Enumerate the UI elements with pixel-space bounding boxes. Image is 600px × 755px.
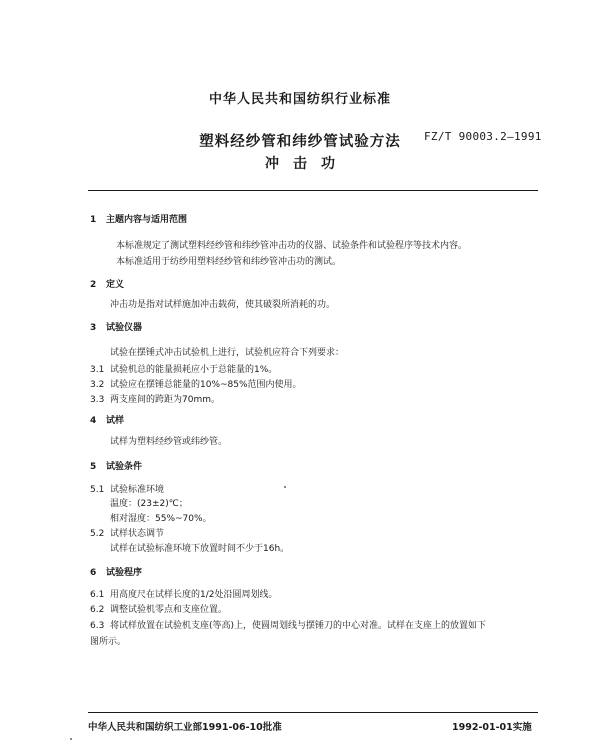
item-number: 5.1	[90, 485, 105, 495]
paragraph: 试样在试验标准环境下放置时间不少于16h。	[110, 544, 290, 554]
item-text: 试样状态调节	[110, 529, 165, 539]
section-number: 3	[90, 323, 97, 333]
list-item	[90, 602, 227, 615]
item-number: 3.2	[90, 380, 105, 390]
footer-rule	[88, 712, 538, 713]
scan-speck	[284, 486, 286, 488]
list-item	[90, 362, 277, 375]
approval-date: 中华人民共和国纺织工业部1991-06-10批准	[88, 722, 282, 733]
section-number: 5	[90, 462, 97, 472]
section-title: 试验条件	[106, 462, 143, 472]
paragraph: 本标准适用于纺纱用塑料经纱管和纬纱管冲击功的测试。	[116, 257, 342, 267]
section-1-heading	[90, 212, 187, 225]
item-text: 用高度尺在试样长度的1/2处沿圆周划线。	[110, 590, 278, 600]
item-text: 试验机总的能量损耗应小于总能量的1%。	[110, 365, 278, 375]
item-text: 调整试验机零点和支座位置。	[110, 605, 228, 615]
item-number: 5.2	[90, 529, 105, 539]
section-title: 定义	[106, 280, 125, 290]
list-item	[90, 482, 164, 495]
section-number: 2	[90, 280, 97, 290]
document-subtitle: 冲击功	[265, 156, 349, 172]
section-number: 1	[90, 215, 97, 225]
item-text: 两支座间的跨距为70mm。	[110, 395, 220, 405]
item-number: 3.3	[90, 395, 105, 405]
paragraph: 本标准规定了测试塑料经纱管和纬纱管冲击功的仪器、试验条件和试验程序等技术内容。	[116, 241, 468, 251]
section-title: 试验仪器	[106, 323, 143, 333]
standard-code: FZ/T 90003.2—1991	[424, 130, 542, 143]
list-item	[90, 392, 220, 405]
paragraph: 试样为塑料经纱管或纬纱管。	[110, 437, 228, 447]
item-text: 试验标准环境	[110, 485, 165, 495]
item-number: 3.1	[90, 365, 105, 375]
section-number: 4	[90, 416, 97, 426]
item-text: 将试样放置在试验机支座(等高)上，使圆周划线与摆锤刀的中心对准。试样在支座上的放置如下	[110, 621, 487, 631]
paragraph: 试验在摆锤式冲击试验机上进行，试验机应符合下列要求：	[110, 348, 345, 358]
item-text: 试验应在摆锤总能量的10%~85%范围内使用。	[110, 380, 302, 390]
header-rule	[88, 190, 538, 191]
paragraph: 图所示。	[90, 637, 127, 647]
effective-date: 1992-01-01实施	[452, 722, 532, 733]
paragraph: 相对湿度：55%~70%。	[110, 514, 212, 524]
section-number: 6	[90, 568, 97, 578]
list-item	[90, 587, 278, 600]
list-item	[90, 377, 302, 390]
section-5-heading	[90, 459, 142, 472]
scan-speck	[70, 738, 72, 740]
document-title: 塑料经纱管和纬纱管试验方法	[199, 134, 401, 150]
item-number: 6.1	[90, 590, 105, 600]
section-6-heading	[90, 565, 142, 578]
list-item	[90, 526, 164, 539]
section-2-heading	[90, 277, 124, 290]
section-title: 试验程序	[106, 568, 143, 578]
issuer-header: 中华人民共和国纺织行业标准	[208, 92, 391, 107]
item-number: 6.2	[90, 605, 105, 615]
paragraph: 冲击功是指对试样施加冲击载荷，使其破裂所消耗的功。	[110, 300, 336, 310]
section-title: 试样	[106, 416, 125, 426]
section-4-heading	[90, 413, 124, 426]
section-3-heading	[90, 320, 142, 333]
item-number: 6.3	[90, 621, 105, 631]
section-title: 主题内容与适用范围	[106, 215, 188, 225]
list-item	[90, 618, 486, 631]
paragraph: 温度：(23±2)℃；	[110, 499, 188, 509]
